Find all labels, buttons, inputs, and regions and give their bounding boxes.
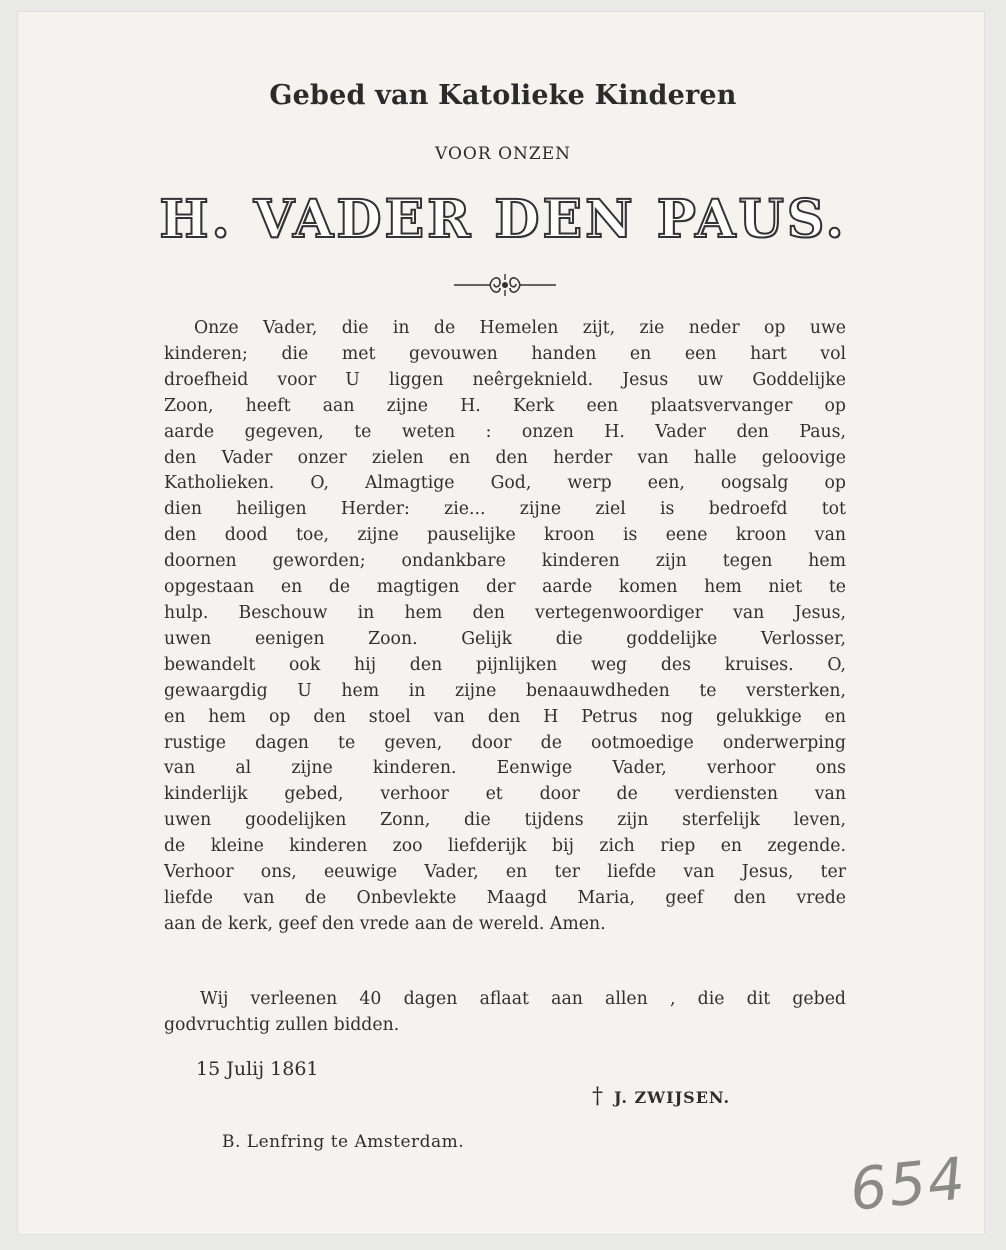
prayer-line: rustige dagen te geven, door de ootmoedige onderwerping: [164, 732, 846, 753]
prayer-line: uwen eenigen Zoon. Gelijk die goddelijke Verlosser,: [164, 628, 846, 649]
prayer-line: bewandelt ook hij den pijnlijken weg des kruises. O,: [164, 654, 846, 675]
prayer-line: gewaargdig U hem in zijne benaauwdheden te versterken,: [164, 680, 846, 701]
date: 15 Julij 1861: [196, 1058, 319, 1080]
indulgence-line: godvruchtig zullen bidden.: [164, 1015, 400, 1035]
ornament-divider-icon: [452, 268, 558, 302]
main-heading: H. VADER DEN PAUS.: [159, 189, 847, 250]
prayer-line: Katholieken. O, Almagtige God, werp een, oogsalg op: [164, 473, 846, 494]
indulgence-note: [164, 986, 846, 1038]
indulgence-line: Wij verleenen 40 dagen aflaat aan allen , die dit gebed: [200, 989, 846, 1009]
prayer-line: Zoon, heeft aan zijne H. Kerk een plaatsvervanger op: [164, 395, 846, 416]
printer-imprint: B. Lenfring te Amsterdam.: [222, 1132, 465, 1152]
prayer-line: Onze Vader, die in de Hemelen zijt, zie neder op uwe: [194, 318, 846, 338]
signature-name: J. ZWIJSEN.: [614, 1088, 731, 1107]
prayer-line: hulp. Beschouw in hem den vertegenwoordiger van Jesus,: [164, 602, 846, 623]
prayer-line: kinderlijk gebed, verhoor et door de verdiensten van: [164, 784, 846, 805]
signature: [592, 1084, 730, 1109]
prayer-line: doornen geworden; ondankbare kinderen zijn tegen hem: [164, 551, 846, 572]
prayer-line: den dood toe, zijne pauselijke kroon is eene kroon van: [164, 525, 846, 546]
subtitle: VOOR ONZEN: [435, 144, 571, 164]
prayer-line: den Vader onzer zielen en den herder van halle geloovige: [164, 447, 846, 468]
prayer-line: van al zijne kinderen. Eenwige Vader, verhoor ons: [164, 758, 846, 779]
prayer-line: en hem op den stoel van den H Petrus nog gelukkige en: [164, 706, 846, 727]
prayer-line: aarde gegeven, te weten : onzen H. Vader den Paus,: [164, 421, 846, 442]
prayer-line: kinderen; die met gevouwen handen en een hart vol: [164, 343, 846, 364]
prayer-line: Verhoor ons, eeuwige Vader, en ter liefde van Jesus, ter: [164, 862, 846, 883]
prayer-line: opgestaan en de magtigen der aarde komen hem niet te: [164, 577, 846, 598]
prayer-line: aan de kerk, geef den vrede aan de wereld. Amen.: [164, 913, 606, 934]
cross-icon: †: [592, 1084, 604, 1109]
handwritten-catalog-number: 654: [846, 1144, 970, 1224]
prayer-line: liefde van de Onbevlekte Maagd Maria, geef den vrede: [164, 887, 846, 908]
prayer-line: dien heiligen Herder: zie... zijne ziel is bedroefd tot: [164, 499, 846, 520]
prayer-line: de kleine kinderen zoo liefderijk bij zich riep en zegende.: [164, 836, 846, 857]
prayer-line: uwen goodelijken Zonn, die tijdens zijn sterfelijk leven,: [164, 810, 846, 831]
prayer-text: [164, 316, 846, 938]
page-title: Gebed van Katolieke Kinderen: [269, 80, 737, 111]
prayer-line: droefheid voor U liggen neêrgeknield. Jesus uw Goddelijke: [164, 369, 846, 390]
